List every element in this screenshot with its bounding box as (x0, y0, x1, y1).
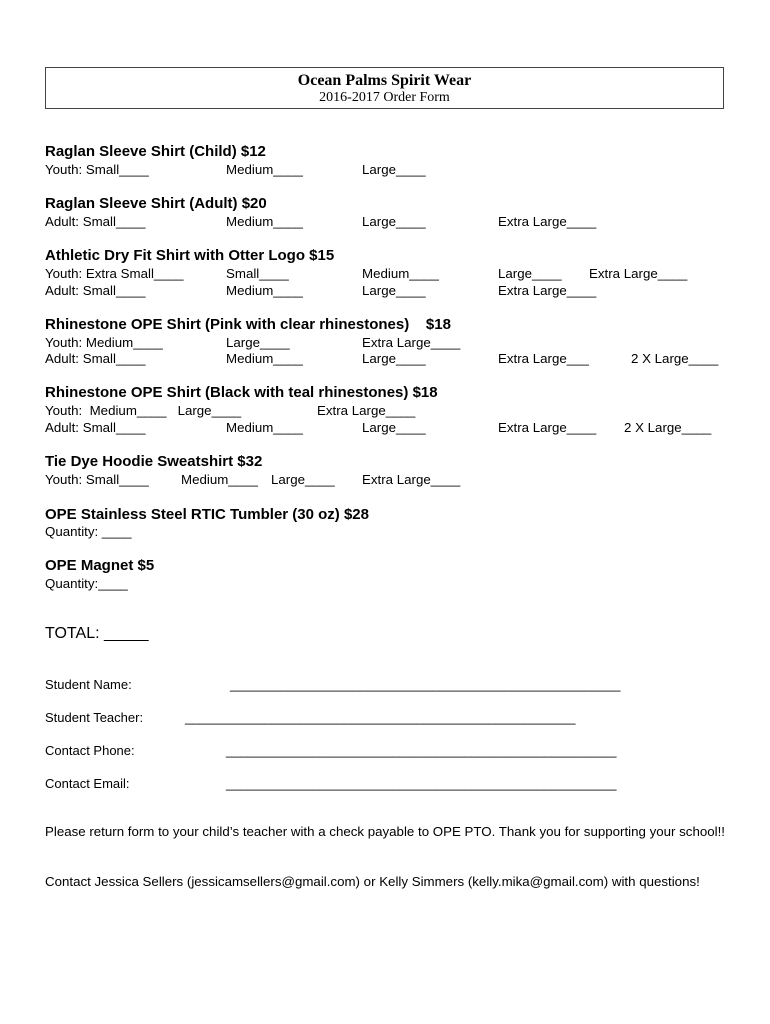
contact-email-label: Contact Email: (45, 776, 130, 791)
size-option: Medium____ (226, 420, 303, 435)
quantity-field: Quantity: ____ (45, 524, 132, 539)
student-name-line: ______________________________________________________ (230, 677, 621, 692)
title-box (45, 67, 724, 109)
contact-email-line: ______________________________________________________ (226, 776, 617, 791)
size-option: Youth: Medium____ Large____ (45, 403, 242, 418)
contact-phone-label: Contact Phone: (45, 743, 135, 758)
section-heading-magnet: OPE Magnet $5 (45, 557, 155, 574)
size-option: Youth: Medium____ (45, 335, 163, 350)
contact-phone-line: ______________________________________________________ (226, 743, 617, 758)
size-option: Medium____ (181, 472, 258, 487)
section-heading-rhinestone-black: Rhinestone OPE Shirt (Black with teal rhinestones) $18 (45, 384, 438, 401)
size-option: Large____ (362, 214, 426, 229)
size-option: Adult: Small____ (45, 283, 146, 298)
size-option: Extra Large____ (317, 403, 416, 418)
size-option: Adult: Small____ (45, 214, 146, 229)
size-option: Large____ (362, 351, 426, 366)
contact-info: Contact Jessica Sellers (jessicamsellers@gmail.com) or Kelly Simmers (kelly.mika@gmail.com) with questions! (45, 874, 700, 889)
size-option: 2 X Large____ (624, 420, 712, 435)
section-heading-tumbler: OPE Stainless Steel RTIC Tumbler (30 oz) $28 (45, 506, 369, 523)
size-option: Medium____ (226, 162, 303, 177)
size-option: Large____ (498, 266, 562, 281)
student-name-label: Student Name: (45, 677, 132, 692)
size-option: Medium____ (226, 283, 303, 298)
size-option: Youth: Small____ (45, 162, 149, 177)
section-heading-tie-dye-hoodie: Tie Dye Hoodie Sweatshirt $32 (45, 453, 263, 470)
size-option: Extra Large___ (498, 351, 589, 366)
size-option: Extra Large____ (498, 283, 597, 298)
total-field: TOTAL: _____ (45, 625, 149, 642)
size-option: Extra Large____ (589, 266, 688, 281)
section-heading-raglan-adult: Raglan Sleeve Shirt (Adult) $20 (45, 195, 267, 212)
size-option: Medium____ (362, 266, 439, 281)
student-teacher-line: ______________________________________________________ (185, 710, 576, 725)
size-option: Youth: Extra Small____ (45, 266, 184, 281)
form-title: Ocean Palms Spirit Wear (297, 72, 472, 89)
size-option: Large____ (271, 472, 335, 487)
student-teacher-label: Student Teacher: (45, 710, 144, 725)
size-option: Medium____ (226, 214, 303, 229)
section-heading-dry-fit: Athletic Dry Fit Shirt with Otter Logo $15 (45, 247, 335, 264)
size-option: Large____ (362, 420, 426, 435)
size-option: Adult: Small____ (45, 351, 146, 366)
size-option: Extra Large____ (498, 420, 597, 435)
size-option: Adult: Small____ (45, 420, 146, 435)
quantity-field: Quantity:____ (45, 576, 128, 591)
size-option: Youth: Small____ (45, 472, 149, 487)
form-subtitle: 2016-2017 Order Form (319, 90, 450, 105)
section-heading-raglan-child: Raglan Sleeve Shirt (Child) $12 (45, 143, 266, 160)
size-option: Large____ (362, 283, 426, 298)
return-instructions: Please return form to your child’s teacher with a check payable to OPE PTO. Thank you for supporting your school!! (45, 824, 725, 839)
size-option: Large____ (226, 335, 290, 350)
size-option: Large____ (362, 162, 426, 177)
section-heading-rhinestone-pink: Rhinestone OPE Shirt (Pink with clear rhinestones) $18 (45, 316, 451, 333)
size-option: Extra Large____ (362, 335, 461, 350)
size-option: 2 X Large____ (631, 351, 719, 366)
size-option: Extra Large____ (362, 472, 461, 487)
size-option: Medium____ (226, 351, 303, 366)
size-option: Extra Large____ (498, 214, 597, 229)
size-option: Small____ (226, 266, 289, 281)
